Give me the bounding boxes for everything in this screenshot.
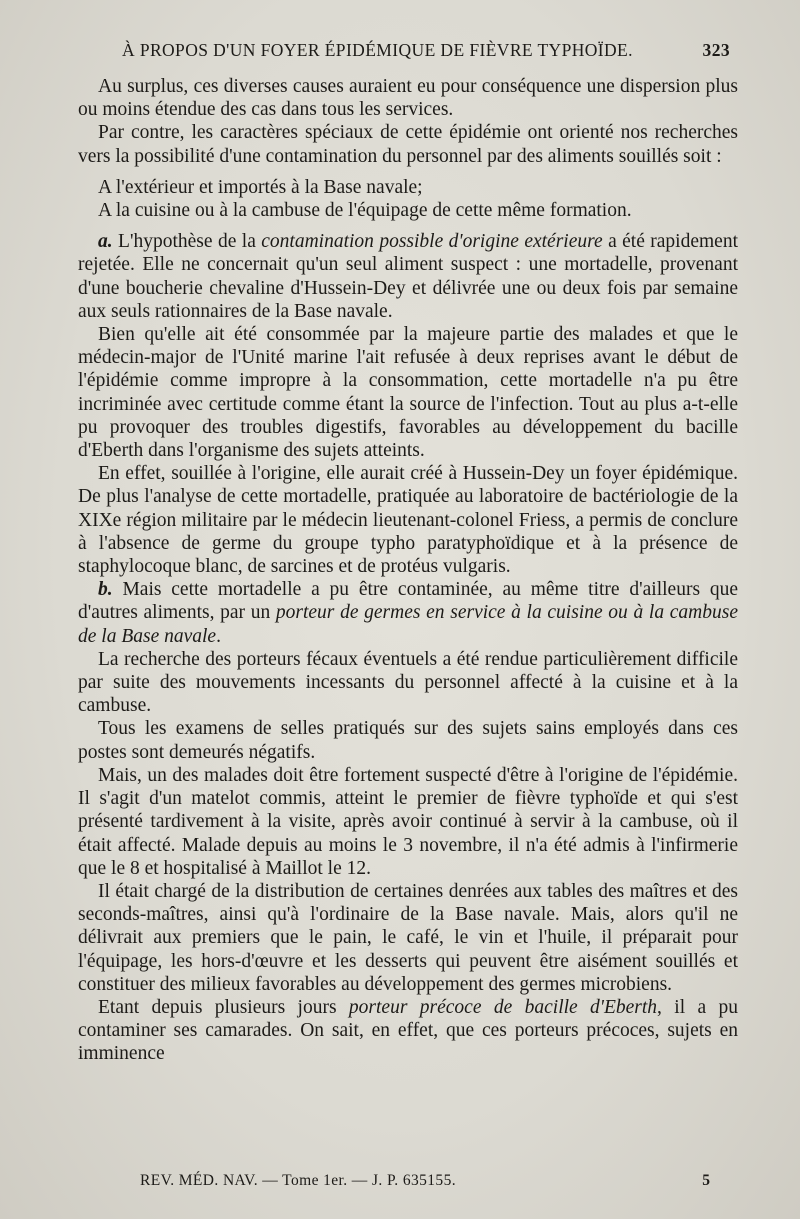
- section-label: b.: [98, 579, 113, 601]
- paragraph: Tous les examens de selles pratiqués sur des sujets sains employés dans ces postes sont demeurés négatifs.: [78, 718, 738, 763]
- paragraph: La recherche des porteurs fécaux éventuels a été rendue particulièrement difficile par suite des mouvements incessants du personnel affecté à la cuisine et à la cambuse.: [78, 648, 738, 717]
- paragraph: Il était chargé de la distribution de certaines denrées aux tables des maîtres et des seconds-maîtres, ainsi qu'à l'ordinaire de la Base navale. Mais, alors qu'il ne délivrait aux premiers que le pain, le café, le vin et l'huile, il préparait pour l'équipage, les hors-d'œuvre et les desserts qui peuvent être aisément souillés et constituer des milieux favorables au développement des germes microbiens.: [78, 880, 738, 995]
- section-label: a.: [98, 231, 113, 253]
- emphasis: porteur précoce de bacille d'Eberth: [348, 996, 658, 1018]
- paragraph: Bien qu'elle ait été consommée par la majeure partie des malades et que le médecin-major de l'Unité marine l'ait refusée à deux reprises avant le début de l'épidémie comme impropre à la consommation, cette mortadelle n'a pu être incriminée avec certitude comme étant la source de l'infection. Tout au plus a-t-elle pu provoquer des troubles digestifs, favorables au développement du bacille d'Eberth dans l'organisme des sujets atteints.: [78, 324, 738, 462]
- paragraph: Mais, un des malades doit être fortement suspecté d'être à l'origine de l'épidémie. Il s'agit d'un matelot commis, atteint le premier de fièvre typhoïde et qui s'est présenté tardivement à la visite, après avoir continué à servir à la cambuse, où il était affecté. Malade depuis au moins le 3 novembre, il n'a été admis à l'infirmerie que le 8 et hospitalisé à Maillot le 12.: [78, 764, 738, 879]
- paragraph: Au surplus, ces diverses causes auraient eu pour conséquence une dispersion plus ou moins étendue des cas dans tous les services.: [78, 76, 738, 121]
- emphasis: contamination possible d'origine extérieure: [261, 231, 603, 253]
- signature-mark: 5: [702, 1172, 710, 1189]
- journal-reference: REV. MÉD. NAV. — Tome 1er. — J. P. 635155.: [140, 1172, 456, 1189]
- paragraph: Etant depuis plusieurs jours porteur précoce de bacille d'Eberth, il a pu contaminer ses camarades. On sait, en effet, que ces porteurs précoces, sujets en imminence: [78, 996, 738, 1065]
- body-text: [78, 75, 738, 1066]
- paragraph-b: b. Mais cette mortadelle a pu être contaminée, au même titre d'ailleurs que d'autres aliments, par un porteur de germes en service à la cuisine ou à la cambuse de la Base navale.: [78, 579, 739, 647]
- paragraph: Par contre, les caractères spéciaux de cette épidémie ont orienté nos recherches vers la possibilité d'une contamination du personnel par des aliments souillés soit :: [78, 122, 738, 167]
- paragraph: En effet, souillée à l'origine, elle aurait créé à Hussein-Dey un foyer épidémique. De plus l'analyse de cette mortadelle, pratiquée au laboratoire de bactériologie de la XIXe région militaire par le médecin lieutenant-colonel Friess, a permis de conclure à l'absence de germe du groupe typho paratyphoïdique et à la présence de staphylocoque blanc, de sarcines et de protéus vulgaris.: [78, 463, 738, 578]
- list-item: A l'extérieur et importés à la Base navale;: [98, 176, 423, 198]
- paragraph-a: a. L'hypothèse de la contamination possible d'origine extérieure a été rapidement rejetée. Elle ne concernait qu'un seul aliment suspect : une mortadelle, provenant d'une boucherie chevaline d'Hussein-Dey et délivrée une ou deux fois par semaine aux seuls rationnaires de la Base navale.: [78, 231, 738, 322]
- page-footer: [140, 1172, 710, 1190]
- emphasis: porteur de germes en service à la cuisine ou à la cambuse de la Base navale: [78, 602, 738, 647]
- list-item: A la cuisine ou à la cambuse de l'équipage de cette même formation.: [98, 200, 632, 222]
- page-number: 323: [702, 40, 730, 60]
- running-title: À PROPOS D'UN FOYER ÉPIDÉMIQUE DE FIÈVRE TYPHOÏDE.: [122, 40, 633, 60]
- running-head: [78, 40, 738, 61]
